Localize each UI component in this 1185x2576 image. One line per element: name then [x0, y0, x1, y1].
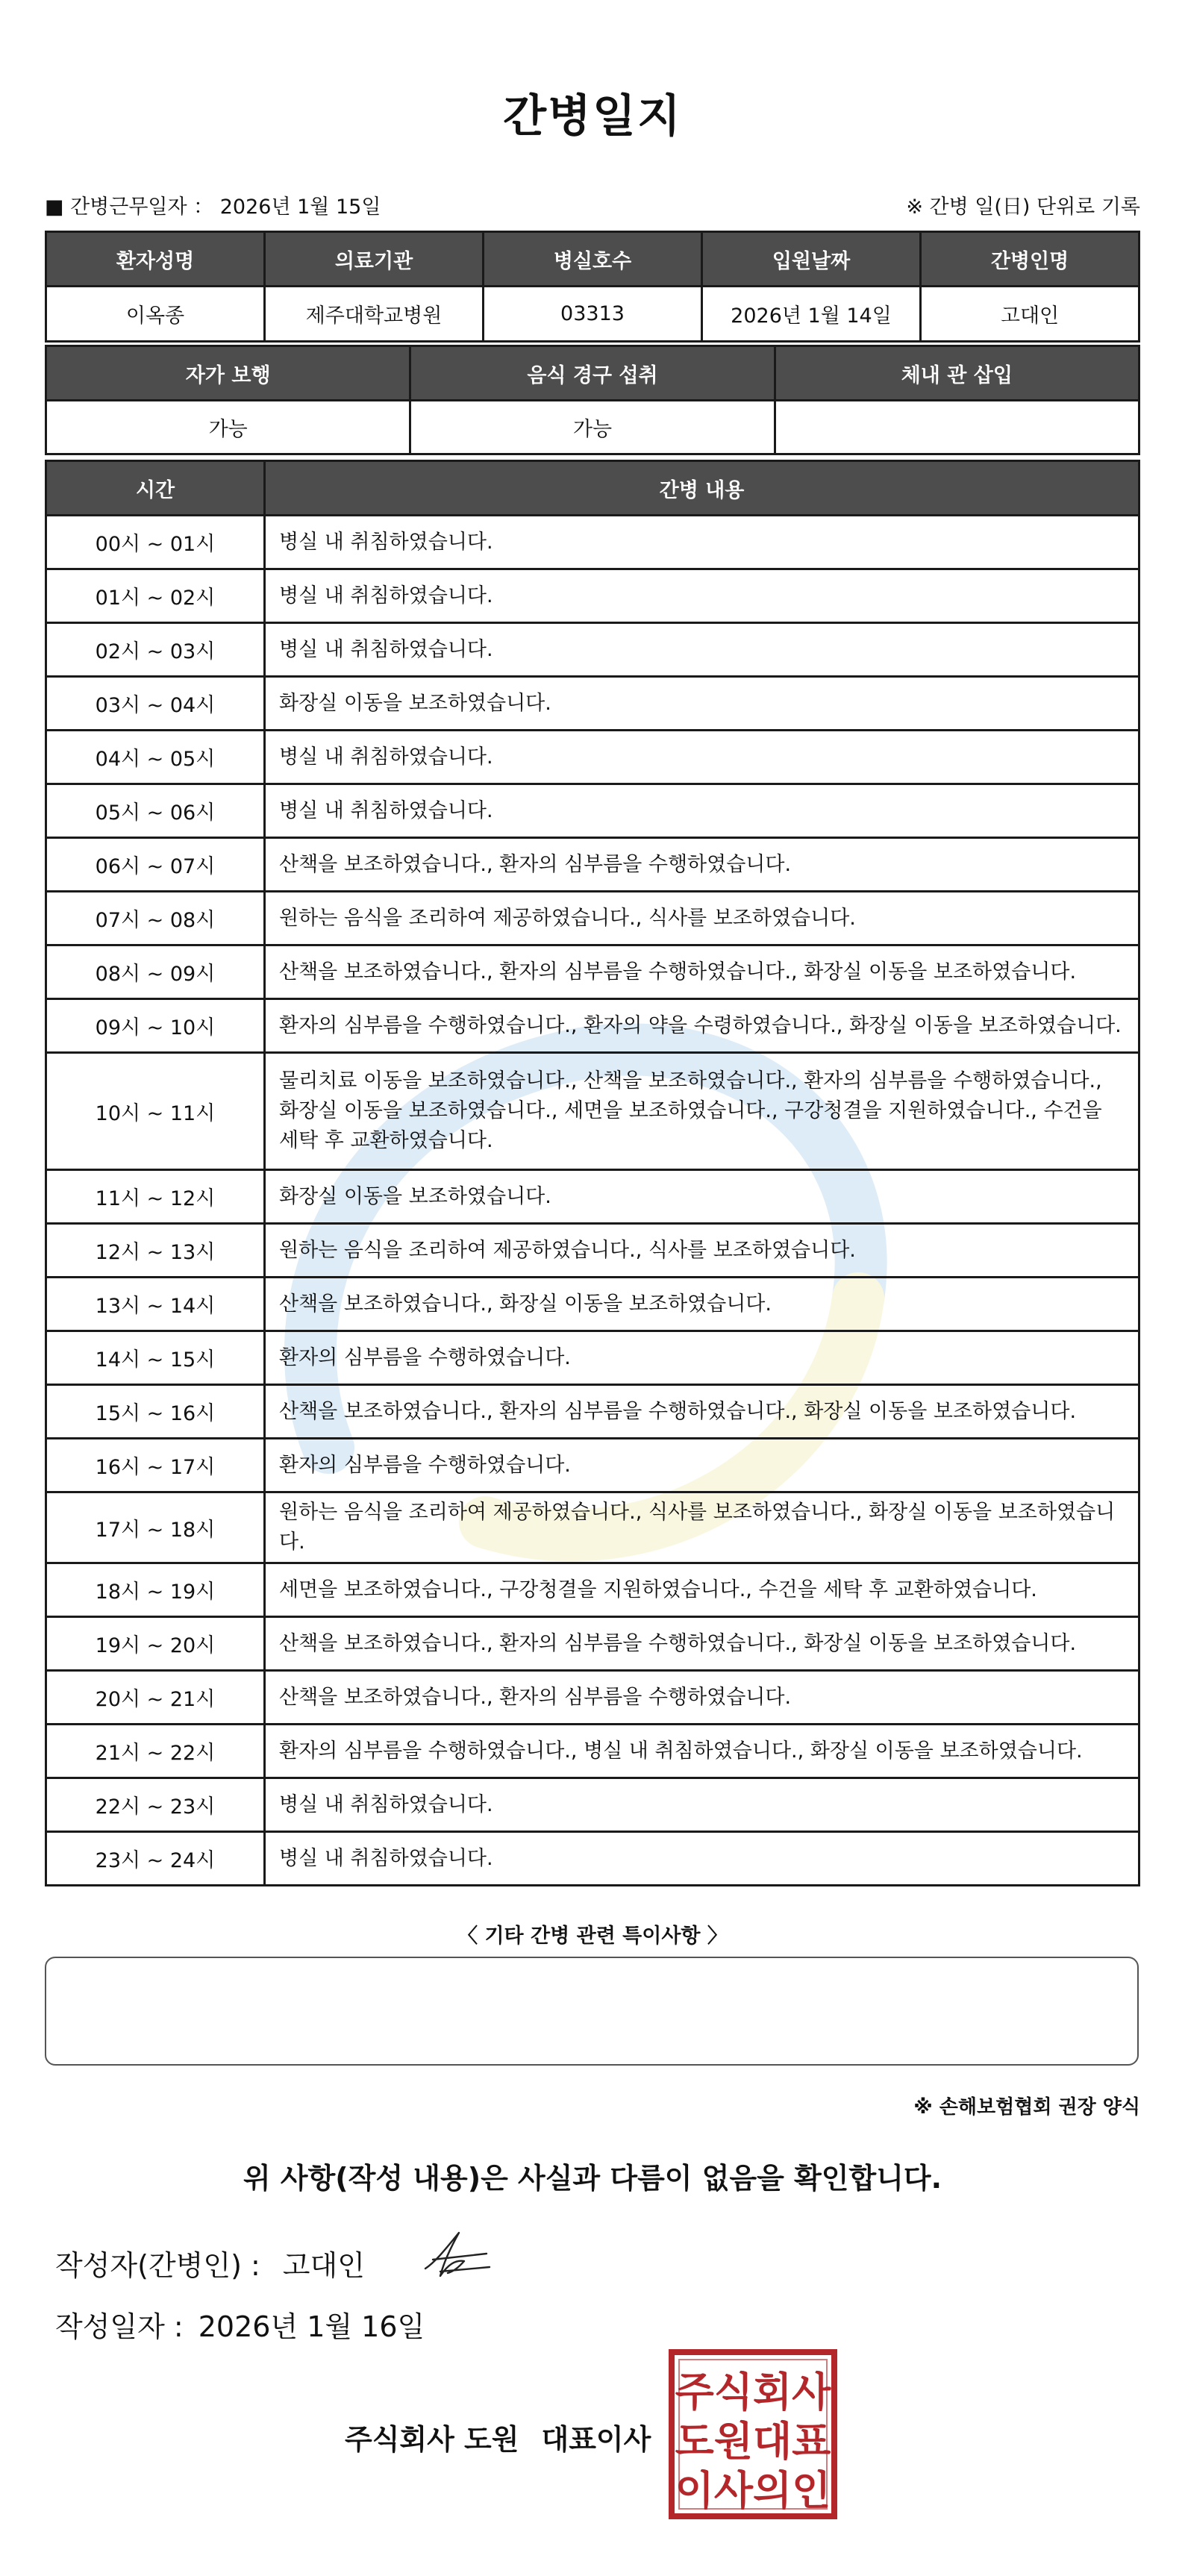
company-signature-line	[345, 2416, 651, 2457]
written-date-value: 2026년 1월 16일	[198, 2310, 425, 2343]
header-admission-date: 입원날짜	[702, 232, 921, 287]
content-cell: 병실 내 취침하였습니다.	[265, 623, 1139, 677]
content-cell: 병실 내 취침하였습니다.	[265, 1832, 1139, 1886]
content-cell: 화장실 이동을 보조하였습니다.	[265, 1170, 1139, 1224]
time-cell: 02시 ~ 03시	[46, 623, 265, 677]
written-date-label: 작성일자 :	[55, 2310, 184, 2343]
time-cell: 00시 ~ 01시	[46, 516, 265, 569]
header-oral-intake: 음식 경구 섭취	[410, 346, 775, 401]
table-row	[46, 1778, 1139, 1832]
header-patient-name: 환자성명	[46, 232, 265, 287]
confirmation-statement: 위 사항(작성 내용)은 사실과 다름이 없음을 확인합니다.	[243, 2162, 942, 2195]
header-time: 시간	[46, 461, 265, 516]
time-cell: 04시 ~ 05시	[46, 731, 265, 784]
author-name: 고대인	[282, 2249, 365, 2282]
content-cell: 병실 내 취침하였습니다.	[265, 731, 1139, 784]
time-cell: 16시 ~ 17시	[46, 1439, 265, 1492]
content-cell: 원하는 음식을 조리하여 제공하였습니다., 식사를 보조하였습니다.	[265, 892, 1139, 945]
tube-insertion-value	[775, 401, 1139, 454]
content-cell: 환자의 심부름을 수행하였습니다., 병실 내 취침하였습니다., 화장실 이동을 보조하였습니다.	[265, 1725, 1139, 1778]
content-cell: 세면을 보조하였습니다., 구강청결을 지원하였습니다., 수건을 세탁 후 교환하였습니다.	[265, 1563, 1139, 1617]
table-row	[46, 784, 1139, 838]
svg-text:주식회사: 주식회사	[675, 2369, 831, 2416]
table-row	[46, 516, 1139, 569]
header-tube-insertion: 체내 관 삽입	[775, 346, 1139, 401]
table-row	[46, 623, 1139, 677]
time-cell: 12시 ~ 13시	[46, 1224, 265, 1278]
room-number: 03313	[484, 287, 702, 342]
content-cell: 산책을 보조하였습니다., 환자의 심부름을 수행하였습니다., 화장실 이동을 보조하였습니다.	[265, 1617, 1139, 1671]
table-row	[46, 1278, 1139, 1331]
table-row	[46, 892, 1139, 945]
table-row	[46, 1492, 1139, 1563]
svg-text:도원대표: 도원대표	[675, 2418, 831, 2465]
patient-info-table	[45, 231, 1140, 343]
status-header-row	[46, 346, 1139, 401]
content-cell: 원하는 음식을 조리하여 제공하였습니다., 식사를 보조하였습니다., 화장실 이동을 보조하였습니다.	[265, 1492, 1139, 1563]
content-cell: 병실 내 취침하였습니다.	[265, 784, 1139, 838]
care-log-header-row	[46, 461, 1139, 516]
table-row	[46, 1671, 1139, 1725]
care-log-table	[45, 460, 1140, 1886]
record-unit-note: ※ 간병 일(日) 단위로 기록	[906, 196, 1140, 219]
time-cell: 05시 ~ 06시	[46, 784, 265, 838]
author-line	[55, 2242, 365, 2283]
patient-info-header-row	[46, 232, 1139, 287]
time-cell: 18시 ~ 19시	[46, 1563, 265, 1617]
time-cell: 20시 ~ 21시	[46, 1671, 265, 1725]
company-name: 주식회사 도원	[345, 2423, 519, 2456]
content-cell: 환자의 심부름을 수행하였습니다.	[265, 1439, 1139, 1492]
table-row	[46, 1617, 1139, 1671]
content-cell: 병실 내 취침하였습니다.	[265, 516, 1139, 569]
table-row	[46, 1331, 1139, 1385]
time-cell: 11시 ~ 12시	[46, 1170, 265, 1224]
form-source-note: ※ 손해보험협회 권장 양식	[913, 2096, 1140, 2119]
special-notes-box	[45, 1957, 1139, 2066]
time-cell: 06시 ~ 07시	[46, 838, 265, 892]
time-cell: 21시 ~ 22시	[46, 1725, 265, 1778]
header-hospital: 의료기관	[265, 232, 484, 287]
time-cell: 23시 ~ 24시	[46, 1832, 265, 1886]
time-cell: 17시 ~ 18시	[46, 1492, 265, 1563]
content-cell: 병실 내 취침하였습니다.	[265, 1778, 1139, 1832]
content-cell: 물리치료 이동을 보조하였습니다., 산책을 보조하였습니다., 환자의 심부름을 수행하였습니다., 화장실 이동을 보조하였습니다., 세면을 보조하였습니다., 구강청결을 지원하였습니다., 수건을 세탁 후 교환하였습니다.	[265, 1053, 1139, 1170]
header-caregiver-name: 간병인명	[921, 232, 1139, 287]
content-cell: 환자의 심부름을 수행하였습니다.	[265, 1331, 1139, 1385]
time-cell: 07시 ~ 08시	[46, 892, 265, 945]
self-walking-value: 가능	[46, 401, 410, 454]
table-row	[46, 677, 1139, 731]
content-cell: 원하는 음식을 조리하여 제공하였습니다., 식사를 보조하였습니다.	[265, 1224, 1139, 1278]
time-cell: 09시 ~ 10시	[46, 999, 265, 1053]
representative-title: 대표이사	[541, 2423, 651, 2456]
table-row	[46, 1224, 1139, 1278]
content-cell: 산책을 보조하였습니다., 환자의 심부름을 수행하였습니다., 화장실 이동을 보조하였습니다.	[265, 945, 1139, 999]
svg-text:이사의인: 이사의인	[675, 2467, 831, 2514]
table-row	[46, 838, 1139, 892]
table-row	[46, 1563, 1139, 1617]
time-cell: 03시 ~ 04시	[46, 677, 265, 731]
table-row	[46, 1725, 1139, 1778]
time-cell: 10시 ~ 11시	[46, 1053, 265, 1170]
content-cell: 산책을 보조하였습니다., 화장실 이동을 보조하였습니다.	[265, 1278, 1139, 1331]
written-date-line	[55, 2304, 425, 2345]
table-row	[46, 999, 1139, 1053]
hospital-name: 제주대학교병원	[265, 287, 484, 342]
table-row	[46, 1832, 1139, 1886]
status-value-row	[46, 401, 1139, 454]
company-seal-icon	[669, 2349, 837, 2519]
time-cell: 15시 ~ 16시	[46, 1385, 265, 1439]
content-cell: 산책을 보조하였습니다., 환자의 심부름을 수행하였습니다.	[265, 838, 1139, 892]
patient-status-table	[45, 345, 1140, 455]
time-cell: 08시 ~ 09시	[46, 945, 265, 999]
table-row	[46, 569, 1139, 623]
patient-info-value-row	[46, 287, 1139, 342]
admission-date: 2026년 1월 14일	[702, 287, 921, 342]
time-cell: 14시 ~ 15시	[46, 1331, 265, 1385]
header-room-number: 병실호수	[484, 232, 702, 287]
table-row	[46, 1385, 1139, 1439]
special-notes-title: 〈 기타 간병 관련 특이사항 〉	[457, 1925, 728, 1948]
patient-name: 이옥종	[46, 287, 265, 342]
work-date: ■ 간병근무일자 ： 2026년 1월 15일	[45, 196, 381, 219]
table-row	[46, 1439, 1139, 1492]
table-row	[46, 945, 1139, 999]
page-title: 간병일지	[503, 90, 682, 143]
author-label: 작성자(간병인) :	[55, 2249, 260, 2282]
content-cell: 화장실 이동을 보조하였습니다.	[265, 677, 1139, 731]
header-self-walking: 자가 보행	[46, 346, 410, 401]
time-cell: 13시 ~ 14시	[46, 1278, 265, 1331]
content-cell: 환자의 심부름을 수행하였습니다., 환자의 약을 수령하였습니다., 화장실 이동을 보조하였습니다.	[265, 999, 1139, 1053]
table-row	[46, 1053, 1139, 1170]
content-cell: 병실 내 취침하였습니다.	[265, 569, 1139, 623]
signature-icon	[418, 2224, 493, 2283]
content-cell: 산책을 보조하였습니다., 환자의 심부름을 수행하였습니다., 화장실 이동을 보조하였습니다.	[265, 1385, 1139, 1439]
time-cell: 01시 ~ 02시	[46, 569, 265, 623]
time-cell: 19시 ~ 20시	[46, 1617, 265, 1671]
table-row	[46, 731, 1139, 784]
caregiver-name: 고대인	[921, 287, 1139, 342]
oral-intake-value: 가능	[410, 401, 775, 454]
table-row	[46, 1170, 1139, 1224]
header-care-content: 간병 내용	[265, 461, 1139, 516]
content-cell: 산책을 보조하였습니다., 환자의 심부름을 수행하였습니다.	[265, 1671, 1139, 1725]
time-cell: 22시 ~ 23시	[46, 1778, 265, 1832]
